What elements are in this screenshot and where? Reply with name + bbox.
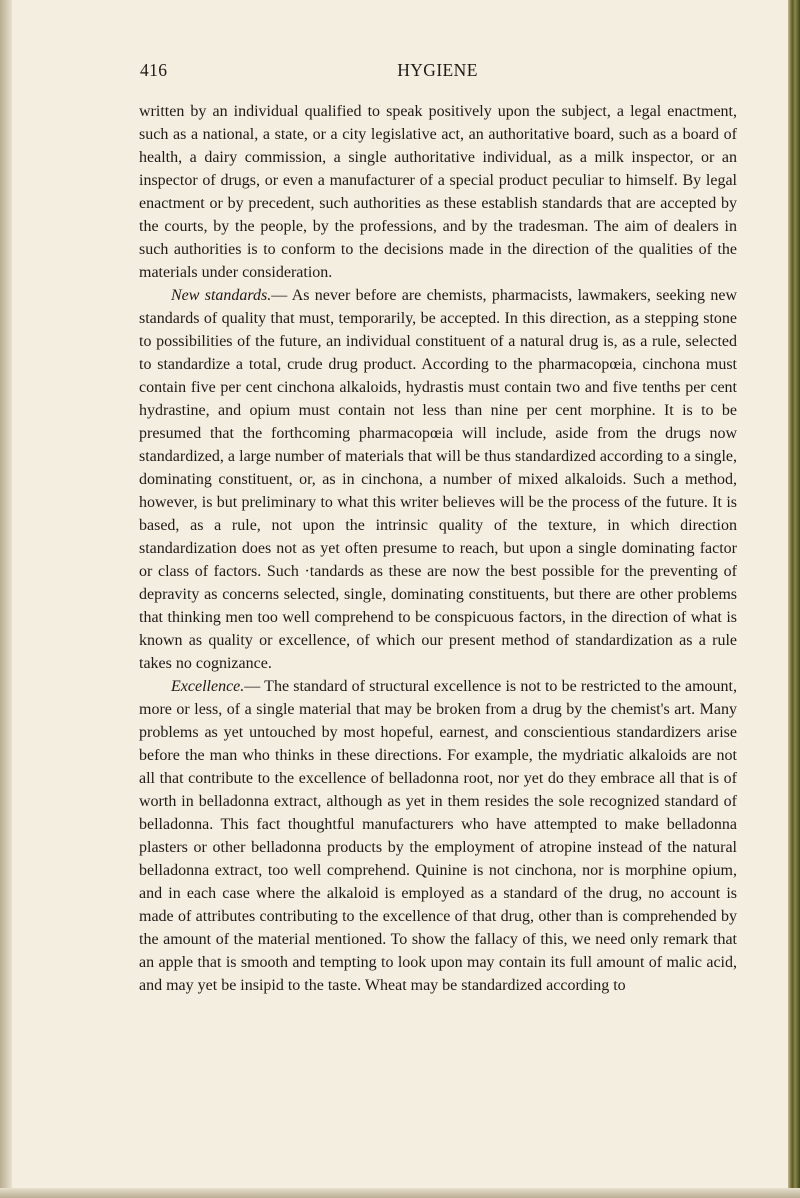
paragraph-excellence [139,675,737,997]
gutter-shadow [0,0,12,1198]
excellence-text: — The standard of structural excellence is not to be restricted to the amount, more or less, of a single material that may be broken from a drug by the chemist's art. Many problems as yet untouched by most hopeful, earnest, and conscientious standardizers arise before the man who thinks in these directions. For example, the mydriatic alkaloids are not all that contribute to the excellence of belladonna root, nor yet do they embrace all that is of worth in belladonna extract, although as yet in them resides the sole recognized standard of belladonna. This fact thoughtful manufacturers who have attempted to make belladonna plasters or other belladonna products by the employment of atropine instead of the natural belladonna extract, too well comprehend. Quinine is not cinchona, nor is morphine opium, and in each case where the alkaloid is employed as a standard of the drug, no account is made of attributes contributing to the excellence of that drug, other than is comprehended by the amount of the material mentioned. To show the fallacy of this, we need only remark that an apple that is smooth and tempting to look upon may contain its full amount of malic acid, and may yet be insipid to the taste. Wheat may be standardized according to [139,678,737,994]
new-standards-text: — As never before are chemists, pharmacists, lawmakers, seeking new standards of quality that must, temporarily, be accepted. In this direction, as a stepping stone to possibilities of the future, an individual constituent of a natural drug is, as a rule, selected to standardize a total, crude drug product. According to the pharmacopœia, cinchona must contain five per cent cinchona alkaloids, hydrastis must contain two and five tenths per cent hydrastine, and opium must contain not less than nine per cent morphine. It is to be presumed that the forthcoming pharmacopœia will include, aside from the drugs now standardized, a large number of materials that will be thus standardized according to a single, dominating constituent, or, as in cinchona, a number of mixed alkaloids. Such a method, however, is but preliminary to what this writer believes will be the process of the future. It is based, as a rule, not upon the intrinsic quality of the texture, in which direction standardization does not as yet often presume to reach, but upon a single dominating factor or class of factors. Such ·tandards as these are now the best possible for the preventing of depravity as concerns selected, single, dominating constituents, but there are other problems that thinking men too well comprehend to be conspicuous factors, in the direction of what is known as quality or excellence, of which our present method of standardization as a rule takes no cognizance. [139,287,737,672]
excellence-heading: Excellence. [171,678,245,695]
page-edge [788,0,800,1198]
running-head: HYGIENE [397,60,478,80]
page-number: 416 [140,60,168,80]
paragraph-1 [139,100,737,284]
body-text [139,100,737,997]
paragraph-new-standards [139,284,737,675]
paragraph-1-text: written by an individual qualified to speak positively upon the subject, a legal enactment, such as a national, a state, or a city legislative act, an authoritative board, such as a board of health, a dairy commission, a single authoritative individual, as a milk inspector, or an inspector of drugs, or even a manufacturer of a special product peculiar to himself. By legal enactment or by precedent, such authorities as these establish standards that are accepted by the courts, by the people, by the professions, and by the tradesman. The aim of dealers in such authorities is to conform to the decisions made in the direction of the qualities of the materials under consideration. [139,103,737,281]
new-standards-heading: New standards. [171,287,272,304]
bottom-edge-shadow [0,1188,800,1198]
page-header [140,60,735,84]
